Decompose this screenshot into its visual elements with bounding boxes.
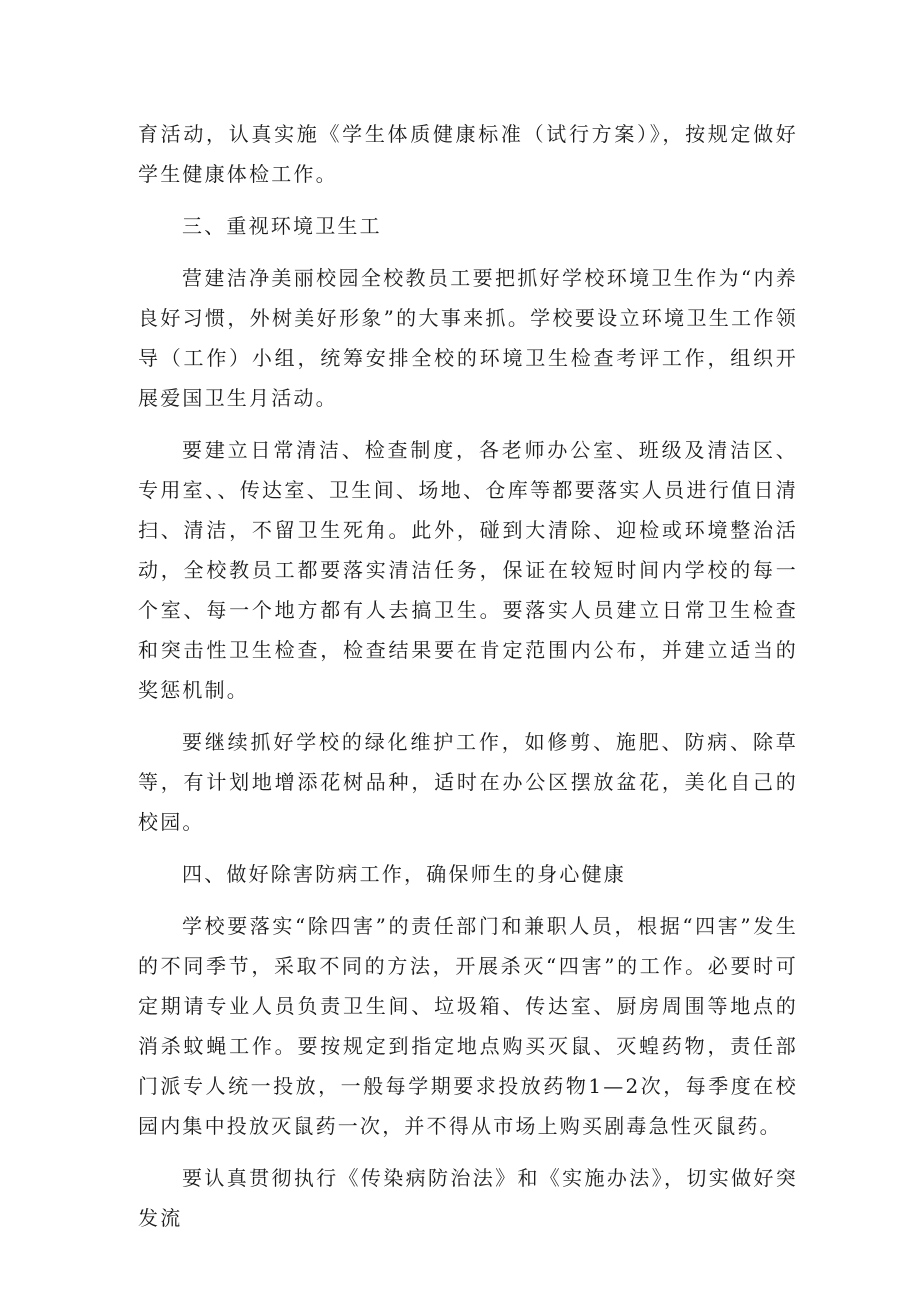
paragraph-infectious-disease: 要认真贯彻执行《传染病防治法》和《实施办法》，切实做好突发流 bbox=[138, 1166, 798, 1230]
paragraph-continuation: 育活动，认真实施《学生体质健康标准（试行方案）》，按规定做好学生健康体检工作。 bbox=[138, 122, 798, 186]
paragraph-four-pests: 学校要落实“除四害”的责任部门和兼职人员，根据“四害”发生的不同季节，采取不同的方法，开展杀灭“四害”的工作。必要时可定期请专业人员负责卫生间、垃圾箱、传达室、厨房周围等地点的消杀蚊蝇工作。要按规定到指定地点购买灭鼠、灭蝗药物，责任部门派专人统一投放，一般每学期要求投放药物1—2次，每季度在校园内集中投放灭鼠药一次，并不得从市场上购买剧毒急性灭鼠药。 bbox=[138, 914, 798, 1138]
paragraph-clean-campus: 营建洁净美丽校园全校教员工要把抓好学校环境卫生作为“内养良好习惯，外树美好形象”的大事来抓。学校要设立环境卫生工作领导（工作）小组，统筹安排全校的环境卫生检查考评工作，组织开展爱国卫生月活动。 bbox=[138, 266, 798, 410]
section-heading-pest-control: 四、做好除害防病工作，确保师生的身心健康 bbox=[182, 862, 626, 886]
section-heading-environment-hygiene: 三、重视环境卫生工 bbox=[182, 214, 382, 238]
paragraph-daily-cleaning: 要建立日常清洁、检查制度，各老师办公室、班级及清洁区、专用室、、传达室、卫生间、场地、仓库等都要落实人员进行值日清扫、清洁，不留卫生死角。此外，碰到大清除、迎检或环境整治活动，全校教员工都要落实清洁任务，保证在较短时间内学校的每一个室、每一个地方都有人去搞卫生。要落实人员建立日常卫生检查和突击性卫生检查，检查结果要在肯定范围内公布，并建立适当的奖惩机制。 bbox=[138, 438, 798, 702]
paragraph-greening: 要继续抓好学校的绿化维护工作，如修剪、施肥、防病、除草等，有计划地增添花树品种，适时在办公区摆放盆花，美化自己的校园。 bbox=[138, 730, 798, 834]
document-body bbox=[138, 114, 798, 1238]
